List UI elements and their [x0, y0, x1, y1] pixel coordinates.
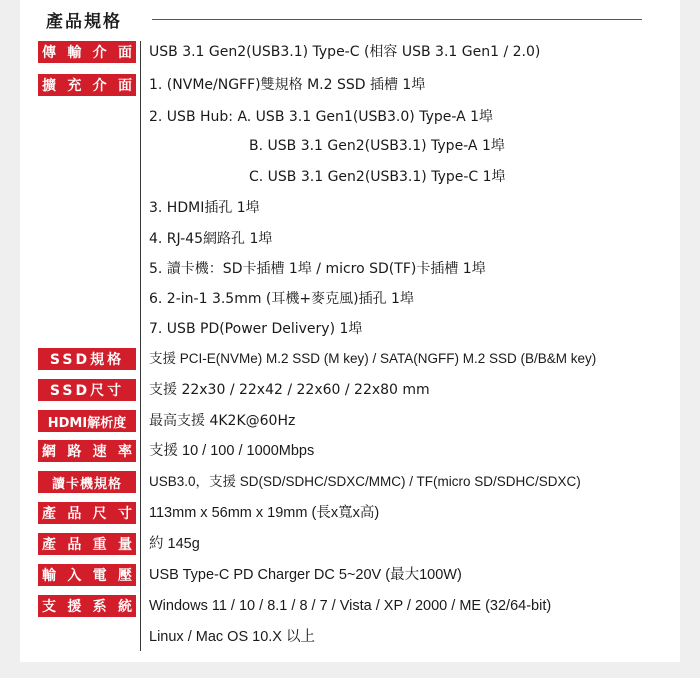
label-char: 電: [92, 568, 107, 584]
label-text: HDMI解析度: [47, 415, 127, 431]
spec-value-line: 5. 讀卡機：SD卡插槽 1埠 / micro SD(TF)卡插槽 1埠: [149, 261, 486, 277]
column-divider: [140, 41, 141, 651]
spec-value: 約 145g: [149, 536, 200, 552]
label-char: 寸: [117, 506, 132, 522]
spec-value: USB 3.1 Gen2(USB3.1) Type-C (相容 USB 3.1 Gen1 / 2.0): [149, 44, 541, 60]
spec-label: [38, 379, 136, 401]
label-char: 率: [117, 444, 132, 460]
spec-value: 支援 10 / 100 / 1000Mbps: [149, 443, 315, 459]
spec-value-line: 4. RJ-45網路孔 1埠: [149, 231, 273, 247]
label-char: 統: [117, 599, 132, 615]
spec-label: [38, 502, 136, 524]
label-char: 產: [42, 506, 56, 522]
label-char: 入: [67, 568, 82, 584]
spec-value-line: 2. USB Hub: A. USB 3.1 Gen1(USB3.0) Type-A 1埠: [149, 109, 494, 125]
spec-label: [38, 595, 136, 617]
label-char: 速: [92, 444, 107, 460]
label-char: 傳: [42, 45, 56, 61]
label-char: 品: [67, 537, 82, 553]
label-text: SSD尺寸: [49, 383, 125, 399]
spec-label: [38, 471, 136, 493]
label-char: 重: [92, 537, 107, 553]
spec-value-line: 3. HDMI插孔 1埠: [149, 200, 260, 216]
label-char: 介: [92, 78, 107, 94]
label-char: 尺: [92, 506, 107, 522]
spec-value-line: 6. 2-in-1 3.5mm (耳機+麥克風)插孔 1埠: [149, 291, 414, 307]
spec-label: [38, 74, 136, 96]
spec-label: [38, 348, 136, 370]
label-char: 輸: [42, 568, 56, 584]
spec-value: USB Type-C PD Charger DC 5~20V (最大100W): [149, 567, 462, 583]
label-char: 壓: [117, 568, 132, 584]
spec-label: [38, 410, 136, 432]
spec-label: [38, 564, 136, 586]
label-char: 支: [42, 599, 56, 615]
label-char: 產: [42, 537, 56, 553]
spec-card: [20, 0, 680, 662]
label-char: 介: [92, 45, 107, 61]
label-char: 品: [67, 506, 82, 522]
spec-label: [38, 533, 136, 555]
page-title: 產品規格: [46, 11, 122, 32]
label-char: 面: [117, 45, 132, 61]
spec-value-line: 1. (NVMe/NGFF)雙規格 M.2 SSD 插槽 1埠: [149, 77, 426, 93]
heading-divider: [152, 19, 642, 20]
section-heading: [46, 6, 122, 32]
label-char: 路: [67, 444, 82, 460]
label-char: 系: [92, 599, 107, 615]
label-text: SSD規格: [49, 352, 125, 368]
spec-value-line: C. USB 3.1 Gen2(USB3.1) Type-C 1埠: [249, 169, 506, 185]
label-char: 面: [117, 78, 132, 94]
label-text: 讀卡機規格: [51, 476, 122, 492]
spec-value: USB3.0，支援 SD(SD/SDHC/SDXC/MMC) / TF(micro SD/SDHC/SDXC): [149, 474, 581, 489]
spec-value-line: 7. USB PD(Power Delivery) 1埠: [149, 321, 363, 337]
spec-value: 113mm x 56mm x 19mm (長x寬x高): [149, 505, 380, 521]
label-char: 擴: [42, 78, 56, 94]
spec-value-line: B. USB 3.1 Gen2(USB3.1) Type-A 1埠: [249, 138, 505, 154]
spec-value: 支援 PCI-E(NVMe) M.2 SSD (M key) / SATA(NGFF) M.2 SSD (B/B&M key): [149, 351, 597, 366]
spec-value-line: Windows 11 / 10 / 8.1 / 8 / 7 / Vista / XP / 2000 / ME (32/64-bit): [149, 598, 552, 614]
spec-label: [38, 41, 136, 63]
spec-label: [38, 440, 136, 462]
label-char: 網: [42, 444, 56, 460]
label-char: 輸: [67, 45, 82, 61]
spec-value-line: Linux / Mac OS 10.X 以上: [149, 629, 316, 645]
label-char: 援: [67, 599, 82, 615]
label-char: 充: [67, 78, 82, 94]
label-char: 量: [117, 537, 132, 553]
spec-value: 支援 22x30 / 22x42 / 22x60 / 22x80 mm: [149, 382, 430, 398]
spec-value: 最高支援 4K2K@60Hz: [149, 413, 296, 429]
